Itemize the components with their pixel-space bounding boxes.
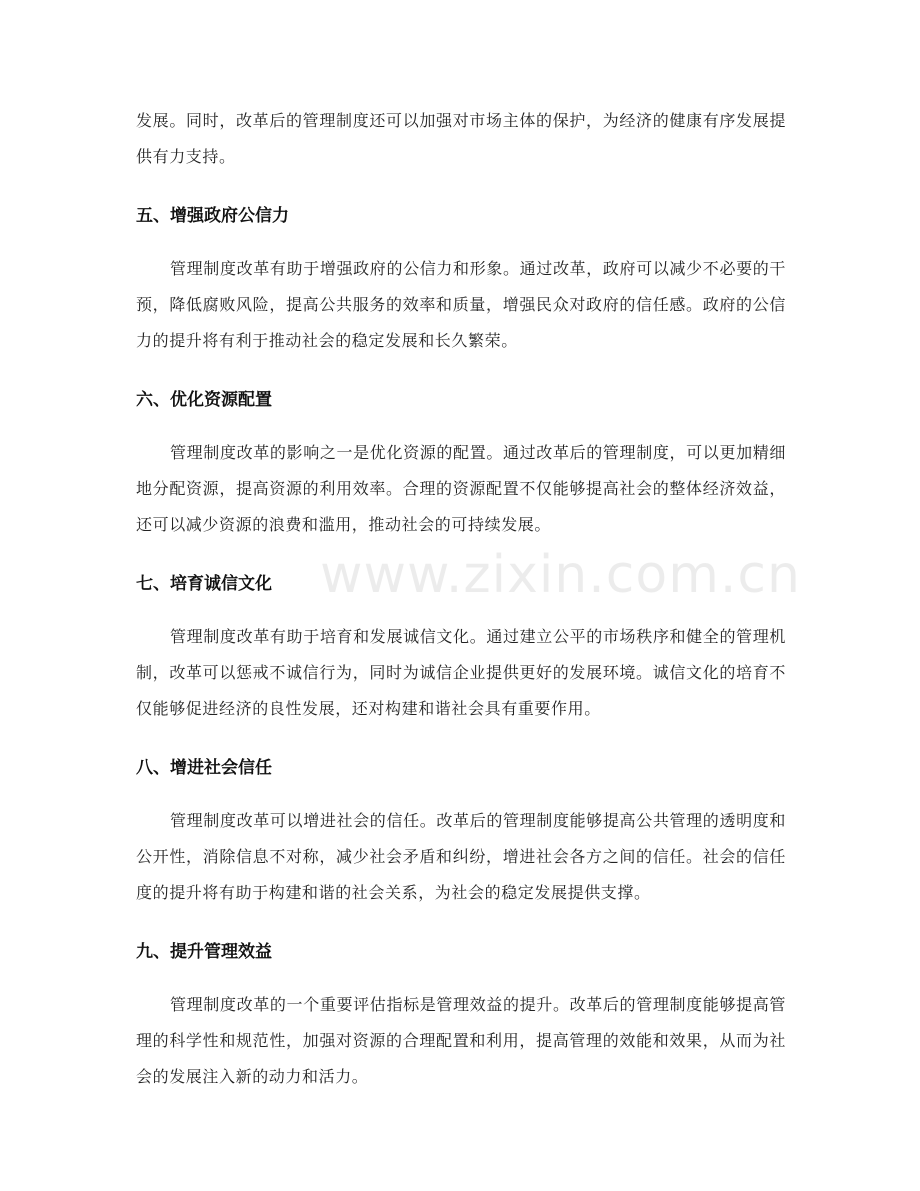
section-paragraph: 管理制度改革有助于增强政府的公信力和形象。通过改革，政府可以减少不必要的干预，降低腐败风险，提高公共服务的效率和质量，增强民众对政府的信任感。政府的公信力的提升将有利于推动社会的稳定发展和长久繁荣。 — [136, 259, 786, 350]
watermark-text: www.zixin.com.cn — [320, 545, 801, 605]
section-paragraph: 管理制度改革可以增进社会的信任。改革后的管理制度能够提高公共管理的透明度和公开性，消除信息不对称，减少社会矛盾和纠纷，增进社会各方之间的信任。社会的信任度的提升将有助于构建和谐的社会关系，为社会的稳定发展提供支撑。 — [136, 811, 786, 902]
section-6 — [136, 385, 786, 543]
section-8 — [136, 753, 786, 911]
section-7 — [136, 569, 786, 727]
section-paragraph: 管理制度改革有助于培育和发展诚信文化。通过建立公平的市场秩序和健全的管理机制，改革可以惩戒不诚信行为，同时为诚信企业提供更好的发展环境。诚信文化的培育不仅能够促进经济的良性发展，还对构建和谐社会具有重要作用。 — [136, 627, 786, 718]
section-9 — [136, 937, 786, 1095]
section-5 — [136, 201, 786, 359]
section-paragraph: 管理制度改革的影响之一是优化资源的配置。通过改革后的管理制度，可以更加精细地分配资源，提高资源的利用效率。合理的资源配置不仅能够提高社会的整体经济效益，还可以减少资源的浪费和滥用，推动社会的可持续发展。 — [136, 443, 786, 534]
document-content — [136, 103, 786, 1095]
section-heading: 九、提升管理效益 — [136, 942, 272, 962]
intro-paragraph: 发展。同时，改革后的管理制度还可以加强对市场主体的保护，为经济的健康有序发展提供有力支持。 — [136, 111, 786, 166]
section-paragraph: 管理制度改革的一个重要评估指标是管理效益的提升。改革后的管理制度能够提高管理的科学性和规范性，加强对资源的合理配置和利用，提高管理的效能和效果，从而为社会的发展注入新的动力和活力。 — [136, 995, 786, 1086]
section-heading: 五、增强政府公信力 — [136, 206, 289, 226]
section-heading: 六、优化资源配置 — [136, 390, 272, 410]
section-heading: 八、增进社会信任 — [136, 758, 272, 778]
section-heading: 七、培育诚信文化 — [136, 574, 272, 594]
